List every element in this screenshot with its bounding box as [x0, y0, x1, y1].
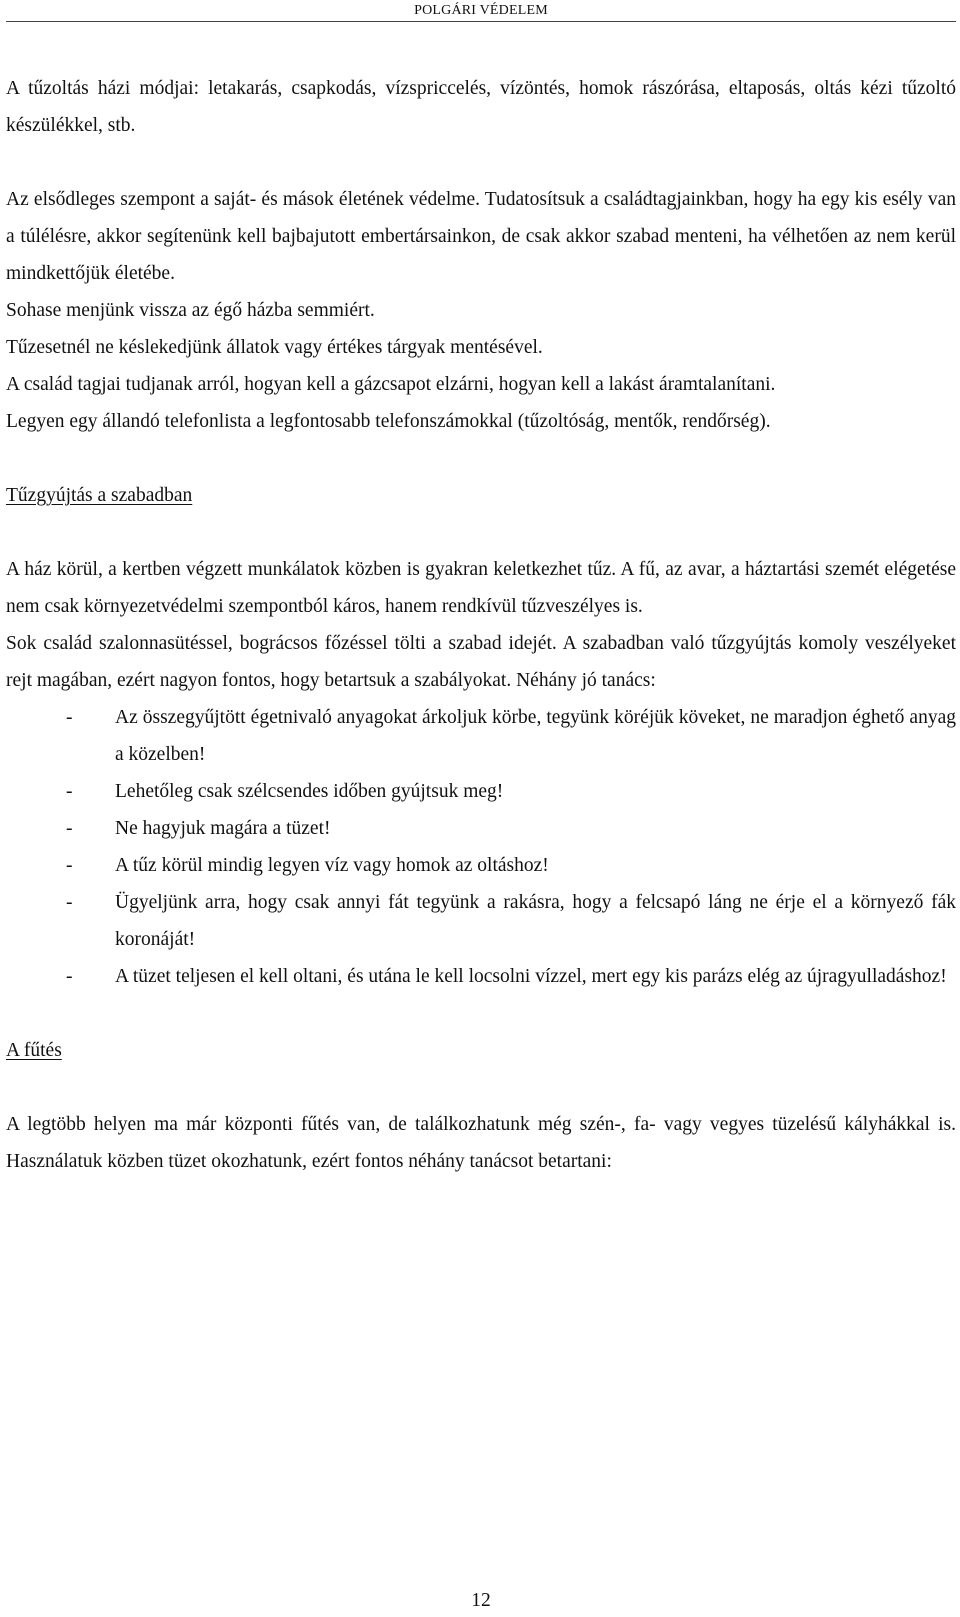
- running-header: POLGÁRI VÉDELEM: [6, 0, 956, 22]
- tip-text: A tüzet teljesen el kell oltani, és utána le kell locsolni vízzel, mert egy kis parázs elég az újragyulladáshoz!: [115, 966, 947, 987]
- paragraph-life-protection: Az elsődleges szempont a saját- és mások életének védelme. Tudatosítsuk a családtagjainkban, hogy ha egy kis esély van a túlélésre, akkor segítenünk kell bajbajutott embertársainkon, de csak akkor szabad menteni, ha vélhetően az nem kerül mindkettőjük életébe.: [6, 189, 956, 284]
- list-item: [6, 773, 956, 810]
- paragraph-garden-fire: A ház körül, a kertben végzett munkálatok közben is gyakran keletkezhet tűz. A fű, az avar, a háztartási szemét elégetése nem csak környezetvédelmi szempontból káros, hanem rendkívül tűzveszélyes is.: [6, 559, 956, 617]
- tip-text: Ügyeljünk arra, hogy csak annyi fát tegyünk a rakásra, hogy a felcsapó láng ne érje el a környező fák koronáját!: [115, 892, 956, 950]
- paragraph-spacer: [6, 995, 956, 1032]
- tip-text: Az összegyűjtött égetnivaló anyagokat árkoljuk körbe, tegyünk köréjük köveket, ne maradjon éghető anyag a közelben!: [115, 707, 956, 765]
- paragraph-extinguishing-methods: A tűzoltás házi módjai: letakarás, csapkodás, vízspriccelés, vízöntés, homok rászórása, eltaposás, oltás kézi tűzoltó készülékkel, stb.: [6, 78, 956, 136]
- list-item: [6, 699, 956, 773]
- page-number: 12: [471, 1590, 491, 1611]
- paragraph-heating: A legtöbb helyen ma már központi fűtés van, de találkozhatunk még szén-, fa- vagy vegyes tüzelésű kályhákkal is. Használatuk közben tüzet okozhatunk, ezért fontos néhány tanácsot betartani:: [6, 1114, 956, 1172]
- document-page: [6, 0, 956, 1617]
- document-body: [6, 70, 956, 1180]
- bullet-dash: -: [66, 707, 73, 728]
- tip-text: Lehetőleg csak szélcsendes időben gyújtsuk meg!: [115, 781, 504, 802]
- tip-text: Ne hagyjuk magára a tüzet!: [115, 818, 331, 839]
- paragraph-spacer: [6, 144, 956, 181]
- tips-list: [6, 699, 956, 995]
- list-item: [6, 847, 956, 884]
- paragraph-gas-electricity: A család tagjai tudjanak arról, hogyan kell a gázcsapot elzárni, hogyan kell a lakást áramtalanítani.: [6, 374, 776, 395]
- paragraph-spacer: [6, 514, 956, 551]
- paragraph-never-go-back: Sohase menjünk vissza az égő házba semmiért.: [6, 300, 375, 321]
- bullet-dash: -: [66, 892, 73, 913]
- bullet-dash: -: [66, 781, 73, 802]
- paragraph-no-delay: Tűzesetnél ne késlekedjünk állatok vagy értékes tárgyak mentésével.: [6, 337, 543, 358]
- paragraph-outdoor-rules: Sok család szalonnasütéssel, bográcsos főzéssel tölti a szabad idejét. A szabadban való tűzgyújtás komoly veszélyeket rejt magában, ezért nagyon fontos, hogy betartsuk a szabályokat. Néhány jó tanács:: [6, 633, 956, 691]
- section-heading-heating: A fűtés: [6, 1040, 62, 1061]
- paragraph-spacer: [6, 440, 956, 477]
- paragraph-spacer: [6, 1069, 956, 1106]
- bullet-dash: -: [66, 855, 73, 876]
- list-item: [6, 884, 956, 958]
- bullet-dash: -: [66, 966, 73, 987]
- list-item: [6, 958, 956, 995]
- paragraph-phone-list: Legyen egy állandó telefonlista a legfontosabb telefonszámokkal (tűzoltóság, mentők, rendőrség).: [6, 411, 771, 432]
- list-item: [6, 810, 956, 847]
- section-heading-outdoor-fire: Tűzgyújtás a szabadban: [6, 485, 193, 506]
- bullet-dash: -: [66, 818, 73, 839]
- tip-text: A tűz körül mindig legyen víz vagy homok az oltáshoz!: [115, 855, 549, 876]
